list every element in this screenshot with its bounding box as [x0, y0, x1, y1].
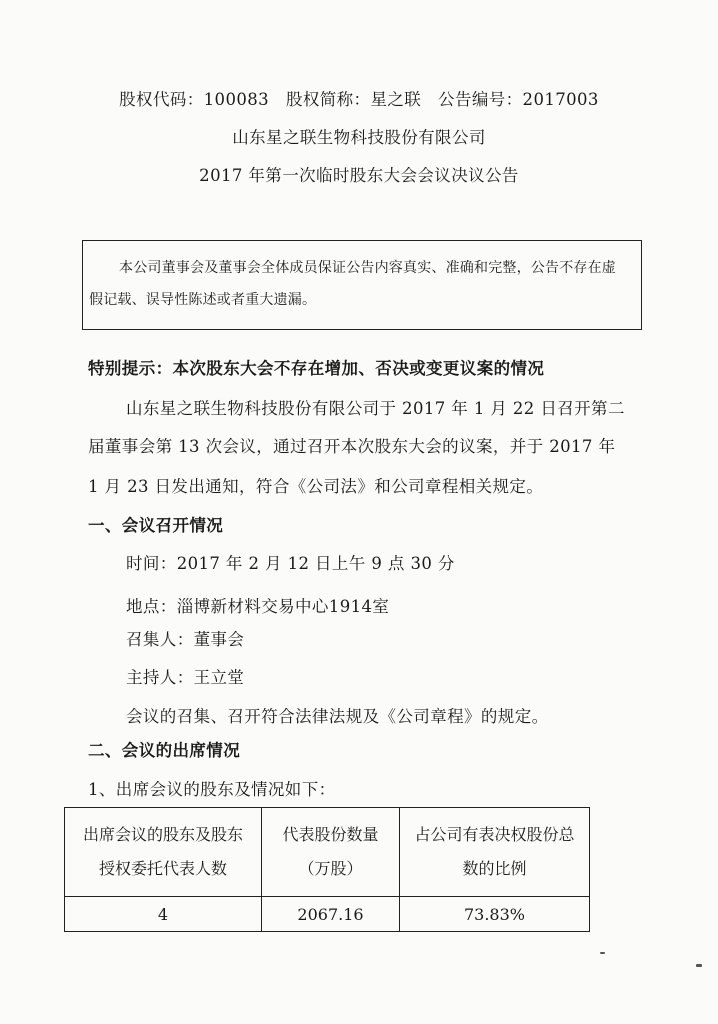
section-1-heading: 一、会议召开情况	[88, 516, 224, 535]
scan-speck	[696, 964, 702, 967]
attendee-count-cell: 4	[65, 897, 262, 932]
attendance-table	[64, 807, 590, 932]
notice-line-1: 本公司董事会及董事会全体成员保证公告内容真实、准确和完整，公告不存在虚	[119, 260, 616, 276]
table-header-row	[65, 808, 590, 897]
header-text: 出席会议的股东及股东	[82, 825, 243, 844]
header-text: 占公司有表决权股份总	[414, 825, 575, 844]
shares-cell: 2067.16	[262, 897, 400, 932]
special-tip: 特别提示：本次股东大会不存在增加、否决或变更议案的情况	[88, 359, 545, 378]
announcement-title: 2017 年第一次临时股东大会会议决议公告	[199, 166, 519, 185]
scan-speck	[600, 952, 605, 954]
table-row	[65, 897, 590, 932]
table-header-cell	[400, 808, 590, 897]
header-text: （万股）	[298, 859, 363, 878]
intro-line-1: 山东星之联生物科技股份有限公司于 2017 年 1 月 22 日召开第二	[126, 399, 625, 418]
header-text: 代表股份数量	[282, 825, 379, 844]
meeting-convener: 召集人：董事会	[126, 630, 245, 649]
meeting-location: 地点：淄博新材料交易中心1914室	[126, 597, 390, 616]
intro-line-3: 1 月 23 日发出通知，符合《公司法》和公司章程相关规定。	[88, 477, 544, 496]
attendance-subheading: 1、出席会议的股东及情况如下：	[88, 780, 336, 799]
meeting-compliance: 会议的召集、召开符合法律法规及《公司章程》的规定。	[126, 707, 549, 726]
table-header-cell	[262, 808, 400, 897]
header-text: 授权委托代表人数	[98, 859, 227, 878]
guarantee-notice-box	[82, 240, 642, 330]
section-2-heading: 二、会议的出席情况	[88, 741, 241, 760]
intro-line-2: 届董事会第 13 次会议，通过召开本次股东大会的议案，并于 2017 年	[88, 437, 616, 456]
table-header-cell	[65, 808, 262, 897]
company-name: 山东星之联生物科技股份有限公司	[232, 128, 486, 147]
header-text: 数的比例	[462, 859, 527, 878]
meeting-time: 时间：2017 年 2 月 12 日上午 9 点 30 分	[126, 554, 455, 573]
stock-info-line: 股权代码：100083 股权简称：星之联 公告编号：2017003	[119, 90, 599, 109]
meeting-host: 主持人：王立堂	[126, 668, 245, 687]
notice-line-2: 假记载、误导性陈述或者重大遗漏。	[89, 292, 317, 308]
ratio-cell: 73.83%	[400, 897, 590, 932]
